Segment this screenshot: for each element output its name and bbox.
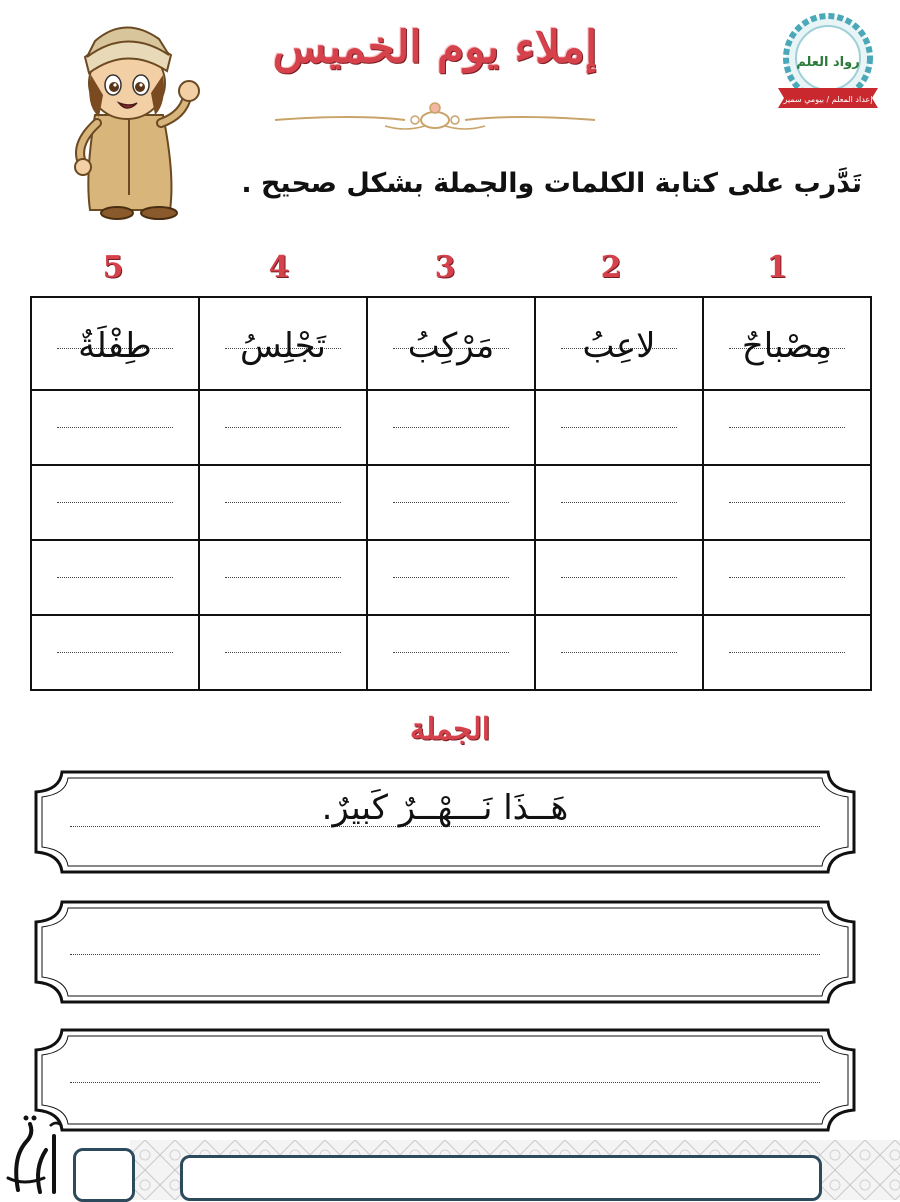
footer-name-box[interactable] xyxy=(180,1155,822,1201)
writing-cell[interactable] xyxy=(31,465,199,540)
dotted-line xyxy=(729,577,845,578)
school-badge-logo xyxy=(776,12,880,116)
dotted-line xyxy=(561,502,677,503)
dotted-line xyxy=(561,652,677,653)
word: مِصْباحٌ xyxy=(741,325,833,366)
page-title: إملاء يوم الخميس xyxy=(272,22,598,73)
iqra-calligraphy xyxy=(4,1108,68,1196)
writing-cell[interactable] xyxy=(367,465,535,540)
writing-cell[interactable] xyxy=(703,390,871,465)
sentence-heading: الجملة xyxy=(409,712,491,747)
words-practice-table xyxy=(30,296,872,691)
dotted-line xyxy=(57,427,173,428)
dotted-line xyxy=(225,577,341,578)
writing-frame[interactable] xyxy=(32,1026,858,1134)
practice-row xyxy=(31,540,871,615)
dotted-line xyxy=(225,427,341,428)
writing-frame[interactable] xyxy=(32,898,858,1006)
writing-cell[interactable] xyxy=(199,540,367,615)
dotted-line xyxy=(729,427,845,428)
sentence-text: هَــذَا نَـــهْــرٌ كَبيرٌ. xyxy=(321,788,569,828)
words-row xyxy=(31,297,871,390)
writing-cell[interactable] xyxy=(535,465,703,540)
writing-cell[interactable] xyxy=(199,615,367,690)
word-cell xyxy=(31,297,199,390)
writing-cell[interactable] xyxy=(703,540,871,615)
dotted-line xyxy=(729,652,845,653)
word: مَرْكِبُ xyxy=(407,325,495,366)
writing-cell[interactable] xyxy=(535,390,703,465)
writing-cell[interactable] xyxy=(31,390,199,465)
dotted-line xyxy=(393,502,509,503)
dotted-line xyxy=(393,577,509,578)
dotted-line xyxy=(70,954,820,955)
dotted-line xyxy=(729,502,845,503)
badge-ribbon-text: إعداد المعلم / بيومي سمير xyxy=(783,95,873,104)
dotted-line xyxy=(57,502,173,503)
writing-cell[interactable] xyxy=(703,465,871,540)
writing-cell[interactable] xyxy=(367,390,535,465)
writing-cell[interactable] xyxy=(535,540,703,615)
writing-cell[interactable] xyxy=(703,615,871,690)
word: لاعِبُ xyxy=(582,325,656,366)
writing-cell[interactable] xyxy=(31,615,199,690)
sentence-frame xyxy=(32,768,858,876)
column-numbers xyxy=(30,250,860,286)
scroll-frame-border xyxy=(32,1026,858,1134)
scroll-frame-border xyxy=(32,898,858,1006)
writing-cell[interactable] xyxy=(199,465,367,540)
footer-score-box[interactable] xyxy=(73,1148,135,1202)
practice-row xyxy=(31,615,871,690)
dotted-line xyxy=(225,502,341,503)
practice-row xyxy=(31,465,871,540)
column-number: 2 xyxy=(600,250,622,285)
column-number: 5 xyxy=(102,250,124,285)
column-number: 4 xyxy=(268,250,290,285)
word-cell xyxy=(367,297,535,390)
word-cell xyxy=(535,297,703,390)
badge-logo-text: رواد العلم xyxy=(796,55,860,70)
writing-cell[interactable] xyxy=(367,540,535,615)
word-cell xyxy=(703,297,871,390)
instruction-text: تَدَّرب على كتابة الكلمات والجملة بشكل صحيح . xyxy=(241,168,862,199)
writing-cell[interactable] xyxy=(367,615,535,690)
word-cell xyxy=(199,297,367,390)
dotted-line xyxy=(57,577,173,578)
column-number: 3 xyxy=(434,250,456,285)
dotted-line xyxy=(70,1082,820,1083)
word: طِفْلَةٌ xyxy=(78,325,152,366)
boy-character-illustration xyxy=(55,5,205,225)
writing-cell[interactable] xyxy=(535,615,703,690)
dotted-line xyxy=(393,427,509,428)
dotted-line xyxy=(57,652,173,653)
dotted-line xyxy=(561,577,677,578)
dotted-line xyxy=(225,652,341,653)
practice-row xyxy=(31,390,871,465)
writing-cell[interactable] xyxy=(199,390,367,465)
word: تَجْلِسُ xyxy=(239,325,326,366)
dotted-line xyxy=(561,427,677,428)
dotted-line xyxy=(393,652,509,653)
writing-cell[interactable] xyxy=(31,540,199,615)
title-ornament xyxy=(265,100,605,136)
column-number: 1 xyxy=(766,250,788,285)
